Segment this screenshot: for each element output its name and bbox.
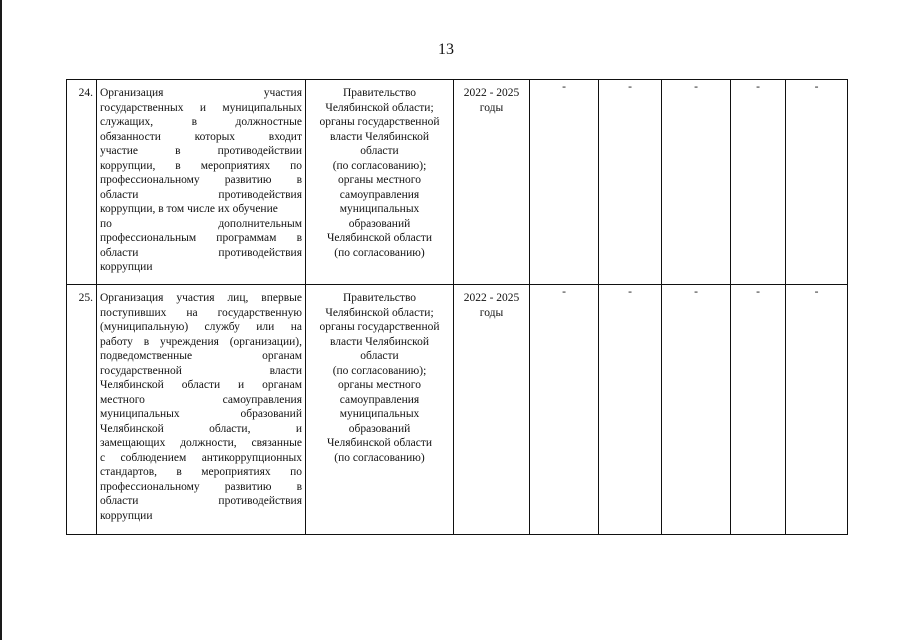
description-word: (организации),	[229, 335, 302, 348]
executor-line: Челябинской области;	[325, 306, 434, 319]
description-line	[100, 260, 302, 275]
executor-line: (по согласованию);	[332, 159, 427, 172]
description-word: входит	[268, 130, 302, 143]
description-line	[100, 173, 302, 188]
executor-line: Челябинской области	[326, 232, 433, 244]
executor-line: образований	[348, 217, 411, 230]
description-line	[100, 291, 302, 306]
description-word: в	[296, 480, 302, 493]
description-word: в	[175, 159, 181, 172]
description-word: которых	[194, 130, 236, 143]
value-cell: -	[731, 285, 786, 535]
description-word: противодействия	[218, 495, 302, 507]
description-word: мероприятиях	[200, 159, 271, 172]
description-word: лиц,	[227, 292, 249, 304]
description-line	[100, 494, 302, 509]
description-word: области,	[209, 422, 251, 435]
executor-line: самоуправления	[339, 393, 420, 406]
executor-line: органы местного	[338, 174, 421, 186]
table-row	[67, 80, 848, 285]
description-word: поступивших	[100, 306, 167, 319]
executor-line: власти Челябинской	[329, 130, 430, 143]
description-word: службу	[204, 321, 240, 333]
description-word: в	[296, 232, 302, 244]
description-word: стандартов,	[100, 466, 158, 478]
measures-table	[66, 79, 848, 535]
description-word: Челябинской	[100, 379, 164, 391]
description-word: развитию	[224, 174, 272, 186]
description-line	[100, 231, 302, 246]
executor-line: самоуправления	[339, 188, 420, 201]
description-line	[100, 451, 302, 466]
executor-line: (по согласованию)	[334, 246, 425, 259]
description-line	[100, 188, 302, 203]
value-cell: -	[599, 80, 662, 285]
period-line: годы	[479, 101, 504, 114]
description-word: обязанности	[100, 130, 161, 143]
description-word: должности,	[180, 437, 237, 449]
description-word: государственных	[100, 101, 184, 114]
description-word: самоуправления	[222, 393, 302, 406]
value-cell: -	[530, 80, 599, 285]
description-word: противодействии	[217, 145, 302, 157]
description-line	[100, 202, 302, 217]
description-word: коррупции	[100, 261, 153, 273]
description-word: муниципальных	[100, 408, 180, 420]
description-word: Организация	[100, 87, 164, 99]
description-word: области	[100, 246, 139, 259]
measure-description	[97, 80, 306, 285]
description-word: дополнительным	[218, 217, 302, 230]
description-line	[100, 480, 302, 495]
description-word: противодействия	[218, 188, 302, 201]
description-word: образований	[240, 408, 302, 420]
description-word: участия	[176, 292, 215, 304]
executor-line: Челябинской области	[326, 437, 433, 449]
executor-line: области	[360, 145, 399, 157]
measure-description	[97, 285, 306, 535]
description-word: коррупции, в том числе их обучение	[100, 203, 278, 215]
description-word: в	[296, 174, 302, 186]
measure-executors	[306, 80, 454, 285]
executor-line: муниципальных	[339, 408, 420, 420]
description-word: области	[100, 495, 139, 507]
description-line	[100, 393, 302, 408]
description-word: органам	[262, 379, 302, 391]
description-word: коррупции	[100, 509, 153, 522]
executor-line: области	[360, 350, 399, 362]
description-word: на	[186, 306, 198, 319]
description-word: служащих,	[100, 116, 154, 128]
description-line	[100, 335, 302, 350]
description-line	[100, 364, 302, 379]
description-word: по	[290, 466, 302, 478]
description-word: местного	[100, 393, 145, 406]
description-word: участия	[263, 87, 302, 99]
executor-line: (по согласованию);	[332, 364, 427, 377]
description-line	[100, 217, 302, 232]
description-word: или	[256, 321, 275, 333]
description-word: коррупции,	[100, 159, 156, 172]
description-line	[100, 159, 302, 174]
executor-line: органы местного	[338, 379, 421, 391]
description-line	[100, 320, 302, 335]
description-word: по	[290, 159, 302, 172]
executor-line: (по согласованию)	[334, 451, 425, 464]
description-word: антикоррупционных	[201, 451, 302, 464]
description-word: в	[176, 466, 182, 478]
description-word: муниципальных	[222, 101, 302, 114]
value-cell: -	[786, 80, 848, 285]
description-word: власти	[269, 364, 302, 377]
executor-line: Правительство	[342, 87, 417, 99]
description-word: мероприятиях	[201, 466, 271, 478]
row-number: 24.	[67, 80, 97, 285]
description-line	[100, 436, 302, 451]
executor-line: органы государственной	[319, 321, 440, 333]
description-word: государственной	[100, 364, 182, 377]
description-word: профессиональному	[100, 174, 200, 186]
description-word: работу	[100, 335, 133, 348]
description-word: органам	[262, 350, 302, 362]
description-line	[100, 86, 302, 101]
description-word: в	[175, 145, 181, 157]
executor-line: образований	[348, 422, 411, 435]
description-word: противодействия	[218, 246, 302, 259]
description-line	[100, 407, 302, 422]
value-cell: -	[786, 285, 848, 535]
value-cell: -	[530, 285, 599, 535]
description-word: и	[238, 379, 245, 391]
measure-period	[454, 80, 530, 285]
description-line	[100, 422, 302, 437]
description-line	[100, 306, 302, 321]
description-word: области	[181, 379, 221, 391]
description-word: участие	[100, 145, 139, 157]
description-word: в	[143, 335, 150, 348]
executor-line: муниципальных	[339, 203, 420, 215]
description-word: государственную	[217, 306, 302, 319]
value-cell: -	[599, 285, 662, 535]
description-word: соблюдением	[120, 451, 187, 464]
period-line: 2022 - 2025	[463, 87, 520, 99]
description-word: с	[100, 451, 106, 464]
description-word: впервые	[261, 292, 302, 304]
executor-line: органы государственной	[319, 116, 440, 128]
period-line: годы	[479, 306, 504, 319]
description-word: подведомственные	[100, 350, 193, 362]
description-line	[100, 130, 302, 145]
page-left-edge	[0, 0, 2, 640]
value-cell: -	[731, 80, 786, 285]
description-word: учреждения	[160, 335, 219, 348]
description-word: профессиональным	[100, 232, 197, 244]
description-word: должностные	[235, 116, 302, 128]
executor-line: власти Челябинской	[329, 335, 430, 348]
description-word: Организация	[100, 292, 164, 304]
description-word: замещающих	[100, 437, 166, 449]
description-word: на	[290, 321, 302, 333]
description-word: в	[191, 116, 198, 128]
page-number: 13	[438, 41, 454, 58]
description-line	[100, 509, 302, 524]
description-word: связанные	[251, 437, 302, 449]
description-word: по	[100, 217, 112, 230]
description-word: (муниципальную)	[100, 321, 189, 333]
description-word: развитию	[224, 480, 272, 493]
period-line: 2022 - 2025	[463, 292, 520, 304]
executor-line: Правительство	[342, 292, 417, 304]
description-word: и	[199, 101, 207, 114]
description-line	[100, 115, 302, 130]
value-cell: -	[662, 285, 731, 535]
executor-line: Челябинской области;	[325, 101, 434, 114]
description-line	[100, 378, 302, 393]
description-line	[100, 144, 302, 159]
description-line	[100, 101, 302, 116]
description-line	[100, 465, 302, 480]
description-word: Челябинской	[100, 422, 164, 435]
table-row	[67, 285, 848, 535]
description-word: профессиональному	[100, 480, 200, 493]
description-word: программам	[216, 232, 277, 244]
measure-executors	[306, 285, 454, 535]
description-line	[100, 349, 302, 364]
description-line	[100, 246, 302, 261]
description-word: и	[295, 422, 302, 435]
description-word: области	[100, 188, 139, 201]
value-cell: -	[662, 80, 731, 285]
measures-table-body	[67, 80, 848, 535]
row-number: 25.	[67, 285, 97, 535]
measure-period	[454, 285, 530, 535]
